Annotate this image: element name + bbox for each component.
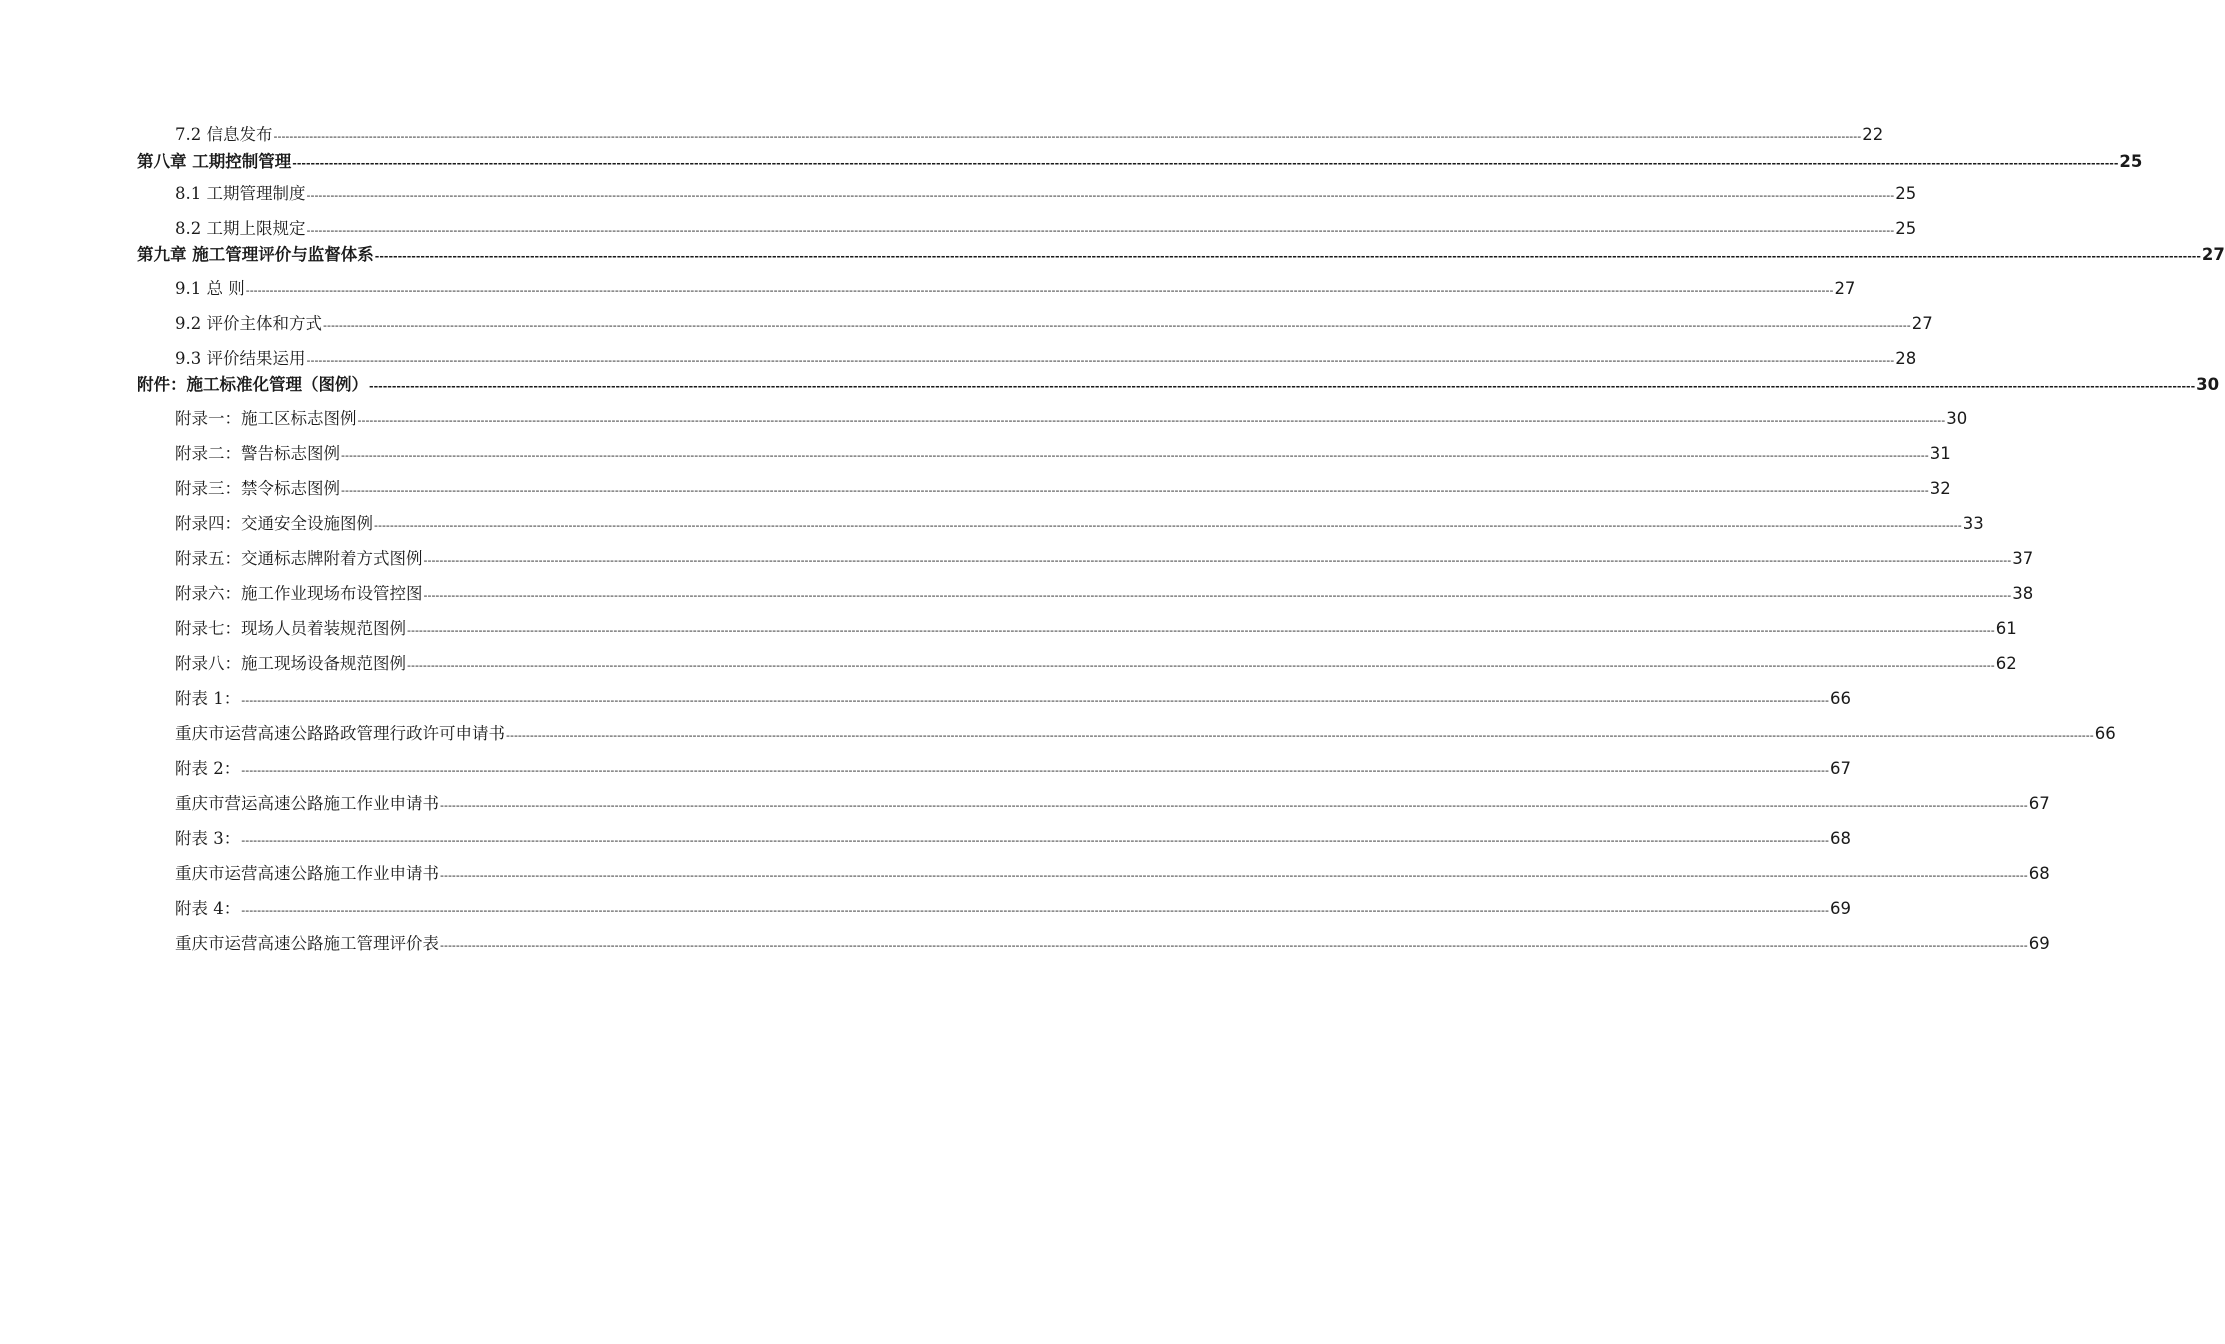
toc-entry-title: 9.3 评价结果运用 [175,349,306,368]
toc-entry[interactable] [137,152,2143,174]
toc-leader-dashes: ---------------------------------------------------------------------------------------------------------------------------------------------------------------------------------------------------------------------------------------------------------------------------------------------------------------------------------------------------------------------------------------------------------------- [306,354,1895,367]
toc-entry[interactable] [175,514,1984,536]
toc-entry[interactable] [137,245,2225,267]
toc-entry-page-number: 25 [1895,219,1917,238]
toc-entry[interactable] [175,794,2050,816]
toc-entry-title: 附表 2： [175,759,241,778]
toc-entry-page-number: 22 [1862,125,1884,144]
toc-entry-title: 附录四：交通安全设施图例 [175,514,373,533]
toc-leader-dashes: ---------------------------------------------------------------------------------------------------------------------------------------------------------------------------------------------------------------------------------------------------------------------------------------------------------------------------------------------------------------------------------------------------------------- [369,380,2196,393]
toc-entry-title: 附录七：现场人员着装规范图例 [175,619,406,638]
toc-leader-dashes: ---------------------------------------------------------------------------------------------------------------------------------------------------------------------------------------------------------------------------------------------------------------------------------------------------------------------------------------------------------------------------------------------------------------- [341,449,1929,462]
toc-entry[interactable] [175,619,2017,641]
toc-entry-title: 重庆市运营高速公路施工管理评价表 [175,934,439,953]
toc-entry-title: 附录三：禁令标志图例 [175,479,340,498]
toc-entry[interactable] [175,279,1856,301]
toc-entry[interactable] [175,829,1851,851]
toc-entry-title: 重庆市营运高速公路施工作业申请书 [175,794,439,813]
toc-leader-dashes: ---------------------------------------------------------------------------------------------------------------------------------------------------------------------------------------------------------------------------------------------------------------------------------------------------------------------------------------------------------------------------------------------------------------- [374,250,2201,263]
toc-entry[interactable] [175,934,2050,956]
toc-entry-page-number: 68 [1829,829,1851,848]
toc-leader-dashes: ---------------------------------------------------------------------------------------------------------------------------------------------------------------------------------------------------------------------------------------------------------------------------------------------------------------------------------------------------------------------------------------------------------------- [241,764,1829,777]
toc-leader-dashes: ---------------------------------------------------------------------------------------------------------------------------------------------------------------------------------------------------------------------------------------------------------------------------------------------------------------------------------------------------------------------------------------------------------------- [440,939,2028,952]
toc-entry-page-number: 27 [2201,245,2225,264]
toc-leader-dashes: ---------------------------------------------------------------------------------------------------------------------------------------------------------------------------------------------------------------------------------------------------------------------------------------------------------------------------------------------------------------------------------------------------------------- [423,554,2012,567]
toc-entry[interactable] [175,549,2034,571]
toc-entry-title: 附表 1： [175,689,241,708]
toc-entry-title: 7.2 信息发布 [175,125,273,144]
toc-entry[interactable] [175,125,1884,147]
toc-entry[interactable] [175,654,2017,676]
toc-entry-title: 附录八：施工现场设备规范图例 [175,654,406,673]
toc-entry-title: 9.1 总 则 [175,279,245,298]
toc-leader-dashes: ---------------------------------------------------------------------------------------------------------------------------------------------------------------------------------------------------------------------------------------------------------------------------------------------------------------------------------------------------------------------------------------------------------------- [440,799,2028,812]
toc-leader-dashes: ---------------------------------------------------------------------------------------------------------------------------------------------------------------------------------------------------------------------------------------------------------------------------------------------------------------------------------------------------------------------------------------------------------------- [506,729,2094,742]
toc-entry[interactable] [175,219,1917,241]
toc-entry[interactable] [175,724,2116,746]
toc-entry[interactable] [175,899,1851,921]
toc-entry-page-number: 62 [1995,654,2017,673]
toc-leader-dashes: ---------------------------------------------------------------------------------------------------------------------------------------------------------------------------------------------------------------------------------------------------------------------------------------------------------------------------------------------------------------------------------------------------------------- [245,284,1834,297]
toc-entry-title: 8.2 工期上限规定 [175,219,306,238]
toc-leader-dashes: ---------------------------------------------------------------------------------------------------------------------------------------------------------------------------------------------------------------------------------------------------------------------------------------------------------------------------------------------------------------------------------------------------------------- [241,694,1829,707]
toc-leader-dashes: ---------------------------------------------------------------------------------------------------------------------------------------------------------------------------------------------------------------------------------------------------------------------------------------------------------------------------------------------------------------------------------------------------------------- [341,484,1929,497]
toc-entry[interactable] [175,349,1917,371]
toc-entry-page-number: 30 [1946,409,1968,428]
toc-entry-title: 附表 4： [175,899,241,918]
toc-entry-title: 重庆市运营高速公路路政管理行政许可申请书 [175,724,505,743]
toc-entry-page-number: 31 [1929,444,1951,463]
toc-entry-title: 重庆市运营高速公路施工作业申请书 [175,864,439,883]
toc-entry-page-number: 30 [2196,375,2220,394]
toc-leader-dashes: ---------------------------------------------------------------------------------------------------------------------------------------------------------------------------------------------------------------------------------------------------------------------------------------------------------------------------------------------------------------------------------------------------------------- [306,224,1895,237]
toc-entry-page-number: 67 [2028,794,2050,813]
toc-entry-title: 8.1 工期管理制度 [175,184,306,203]
toc-entry[interactable] [175,689,1851,711]
toc-leader-dashes: ---------------------------------------------------------------------------------------------------------------------------------------------------------------------------------------------------------------------------------------------------------------------------------------------------------------------------------------------------------------------------------------------------------------- [374,519,1962,532]
toc-entry-title: 附录二：警告标志图例 [175,444,340,463]
toc-leader-dashes: ---------------------------------------------------------------------------------------------------------------------------------------------------------------------------------------------------------------------------------------------------------------------------------------------------------------------------------------------------------------------------------------------------------------- [407,659,1995,672]
toc-entry[interactable] [175,864,2050,886]
toc-entry[interactable] [175,314,1933,336]
toc-entry-page-number: 37 [2012,549,2034,568]
toc-entry-page-number: 66 [1829,689,1851,708]
toc-entry-title: 附件：施工标准化管理（图例） [137,375,368,394]
toc-entry-title: 附录五：交通标志牌附着方式图例 [175,549,423,568]
toc-entry-page-number: 69 [1829,899,1851,918]
toc-entry[interactable] [175,184,1917,206]
toc-entry-page-number: 25 [1895,184,1917,203]
toc-leader-dashes: ---------------------------------------------------------------------------------------------------------------------------------------------------------------------------------------------------------------------------------------------------------------------------------------------------------------------------------------------------------------------------------------------------------------- [357,414,1946,427]
toc-entry[interactable] [175,444,1951,466]
toc-entry-title: 9.2 评价主体和方式 [175,314,322,333]
toc-leader-dashes: ---------------------------------------------------------------------------------------------------------------------------------------------------------------------------------------------------------------------------------------------------------------------------------------------------------------------------------------------------------------------------------------------------------------- [323,319,1911,332]
toc-entry-title: 第八章 工期控制管理 [137,152,292,171]
toc-leader-dashes: ---------------------------------------------------------------------------------------------------------------------------------------------------------------------------------------------------------------------------------------------------------------------------------------------------------------------------------------------------------------------------------------------------------------- [306,189,1895,202]
toc-entry-page-number: 27 [1911,314,1933,333]
toc-entry-page-number: 67 [1829,759,1851,778]
toc-entry-page-number: 28 [1895,349,1917,368]
toc-entry-page-number: 68 [2028,864,2050,883]
toc-entry-title: 附表 3： [175,829,241,848]
toc-entry-page-number: 25 [2119,152,2143,171]
toc-entry-page-number: 66 [2094,724,2116,743]
toc-leader-dashes: ---------------------------------------------------------------------------------------------------------------------------------------------------------------------------------------------------------------------------------------------------------------------------------------------------------------------------------------------------------------------------------------------------------------- [273,130,1862,143]
toc-entry-page-number: 33 [1962,514,1984,533]
toc-entry-page-number: 69 [2028,934,2050,953]
toc-entry-page-number: 38 [2012,584,2034,603]
toc-entry-page-number: 27 [1834,279,1856,298]
toc-leader-dashes: ---------------------------------------------------------------------------------------------------------------------------------------------------------------------------------------------------------------------------------------------------------------------------------------------------------------------------------------------------------------------------------------------------------------- [292,157,2119,170]
toc-entry-title: 附录六：施工作业现场布设管控图 [175,584,423,603]
toc-leader-dashes: ---------------------------------------------------------------------------------------------------------------------------------------------------------------------------------------------------------------------------------------------------------------------------------------------------------------------------------------------------------------------------------------------------------------- [440,869,2028,882]
toc-leader-dashes: ---------------------------------------------------------------------------------------------------------------------------------------------------------------------------------------------------------------------------------------------------------------------------------------------------------------------------------------------------------------------------------------------------------------- [241,834,1829,847]
toc-leader-dashes: ---------------------------------------------------------------------------------------------------------------------------------------------------------------------------------------------------------------------------------------------------------------------------------------------------------------------------------------------------------------------------------------------------------------- [407,624,1995,637]
toc-entry-page-number: 32 [1929,479,1951,498]
toc-entry[interactable] [175,479,1951,501]
toc-entry[interactable] [175,409,1968,431]
toc-entry[interactable] [175,584,2034,606]
toc-entry[interactable] [175,759,1851,781]
toc-entry-title: 第九章 施工管理评价与监督体系 [137,245,374,264]
toc-leader-dashes: ---------------------------------------------------------------------------------------------------------------------------------------------------------------------------------------------------------------------------------------------------------------------------------------------------------------------------------------------------------------------------------------------------------------- [423,589,2012,602]
toc-leader-dashes: ---------------------------------------------------------------------------------------------------------------------------------------------------------------------------------------------------------------------------------------------------------------------------------------------------------------------------------------------------------------------------------------------------------------- [241,904,1829,917]
toc-entry[interactable] [137,375,2220,397]
toc-entry-title: 附录一：施工区标志图例 [175,409,357,428]
toc-entry-page-number: 61 [1995,619,2017,638]
